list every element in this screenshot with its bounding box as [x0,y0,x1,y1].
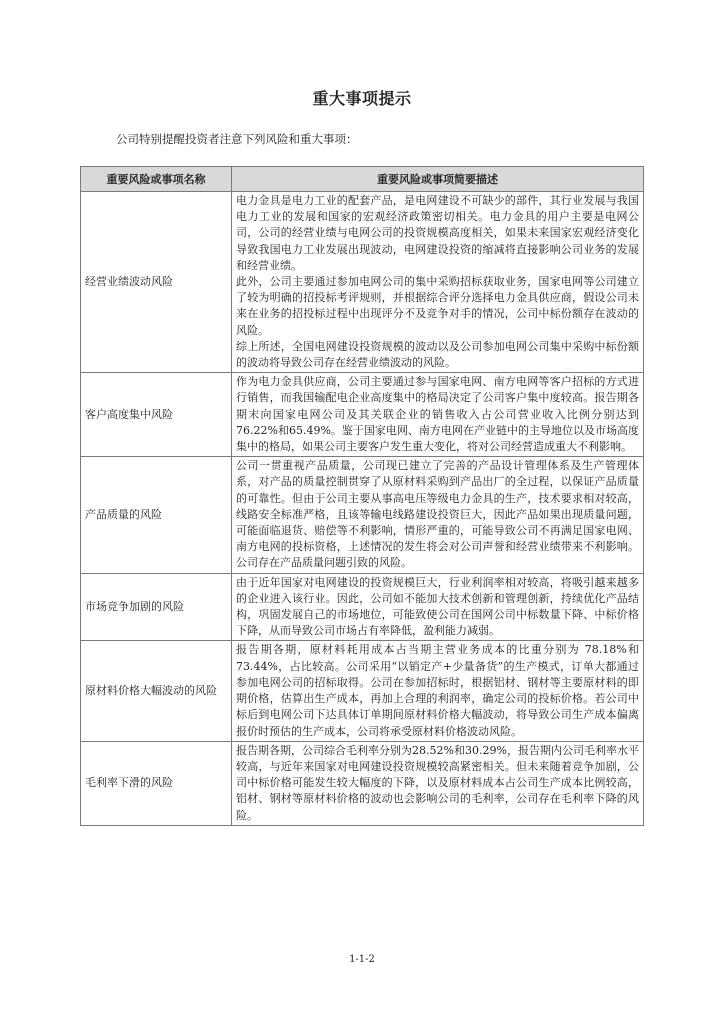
risk-name-cell: 产品质量的风险 [81,457,232,573]
intro-text: 公司特别提醒投资者注意下列风险和重大事项： [116,132,358,146]
description-paragraph: 此外，公司主要通过参加电网公司的集中采购招标获取业务，国家电网等公司建立了较为明确的招投标考评规则，并根据综合评分选择电力金具供应商，假设公司未来在业务的招投标过程中出现评分不及竞争对手的情况，公司中标份额存在波动的风险。 [236,275,639,337]
table-row [81,373,644,457]
risk-name-cell: 市场竞争加剧的风险 [81,573,232,641]
description-paragraph: 作为电力金具供应商，公司主要通过参与国家电网、南方电网等客户招标的方式进行销售，而我国输配电企业高度集中的格局决定了公司客户集中度较高。报告期各期末向国家电网公司及其关联企业的销售收入占公司营业收入比例分别达到76.22%和65.49%。鉴于国家电网、南方电网在产业链中的主导地位以及市场高度集中的格局，如果公司主要客户发生重大变化，将对公司经营造成重大不利影响。 [236,375,639,454]
description-paragraph: 综上所述，全国电网建设投资规模的波动以及公司参加电网公司集中采购中标份额的波动将导致公司存在经营业绩波动的风险。 [236,339,639,370]
header-risk-name: 重要风险或事项名称 [81,167,232,192]
header-risk-description: 重要风险或事项简要描述 [232,167,644,192]
risk-name-cell: 毛利率下滑的风险 [81,741,232,825]
table-row [81,573,644,641]
risk-name-cell: 经营业绩波动风险 [81,192,232,373]
risk-table [80,166,644,826]
description-paragraph: 由于近年国家对电网建设的投资规模巨大，行业利润率相对较高，将吸引越来越多的企业进入该行业。因此，公司如不能加大技术创新和管理创新，持续优化产品结构，巩固发展自己的市场地位，可能致使公司在国网公司中标数量下降、中标价格下降，从而导致公司市场占有率降低，盈利能力减弱。 [236,575,639,638]
table-row [81,641,644,741]
risk-description-cell [232,373,644,457]
page-number: 1-1-2 [349,954,375,965]
risk-description-cell [232,192,644,373]
description-paragraph: 报告期各期，公司综合毛利率分别为28.52%和30.29%，报告期内公司毛利率水平较高，与近年来国家对电网建设投资规模较高紧密相关。但未来随着竞争加剧，公司中标价格可能发生较大幅度的下降，以及原材料成本占公司生产成本比例较高，铝材、钢材等原材料价格的波动也会影响公司的毛利率，公司存在毛利率下降的风险。 [236,743,639,822]
risk-description-cell [232,573,644,641]
table-row [81,741,644,825]
risk-description-cell [232,457,644,573]
risk-name-cell: 客户高度集中风险 [81,373,232,457]
risk-name-cell: 原材料价格大幅波动的风险 [81,641,232,741]
table-header-row [81,167,644,192]
table-row [81,192,644,373]
page-title: 重大事项提示 [312,89,412,108]
description-paragraph: 报告期各期，原材料耗用成本占当期主营业务成本的比重分别为 78.18%和 73.44%，占比较高。公司采用“以销定产+少量备货”的生产模式，订单大都通过参加电网公司的招标取得。公司在参加招标时，根据铝材、钢材等主要原材料的即期价格，估算出生产成本，再加上合理的利润率，确定公司的投标价格。若公司中标后到电网公司下达具体订单期间原材料价格大幅波动，将导致公司生产成本偏离报价时预估的生产成本，公司将承受原材料价格波动风险。 [236,643,639,738]
table-row [81,457,644,573]
description-paragraph: 公司一贯重视产品质量，公司现已建立了完善的产品设计管理体系及生产管理体系，对产品的质量控制贯穿了从原材料采购到产品出厂的全过程，以保证产品质量的可靠性。但由于公司主要从事高电压等级电力金具的生产，技术要求相对较高，线路安全标准严格，且该等输电线路建设投资巨大，因此产品如果出现质量问题，可能面临退货、赔偿等不利影响，情形严重的，可能导致公司不再满足国家电网、南方电网的投标资格，上述情况的发生将会对公司声誉和经营业绩带来不利影响。公司存在产品质量问题引致的风险。 [236,459,639,570]
risk-description-cell [232,641,644,741]
description-paragraph: 电力金具是电力工业的配套产品，是电网建设不可缺少的部件，其行业发展与我国电力工业的发展和国家的宏观经济政策密切相关。电力金具的用户主要是电网公司，公司的经营业绩与电网公司的投资规模高度相关，如果未来国家宏观经济变化导致我国电力工业发展出现波动，电网建设投资的缩减将直接影响公司业务的发展和经营业绩。 [236,194,639,272]
risk-description-cell [232,741,644,825]
